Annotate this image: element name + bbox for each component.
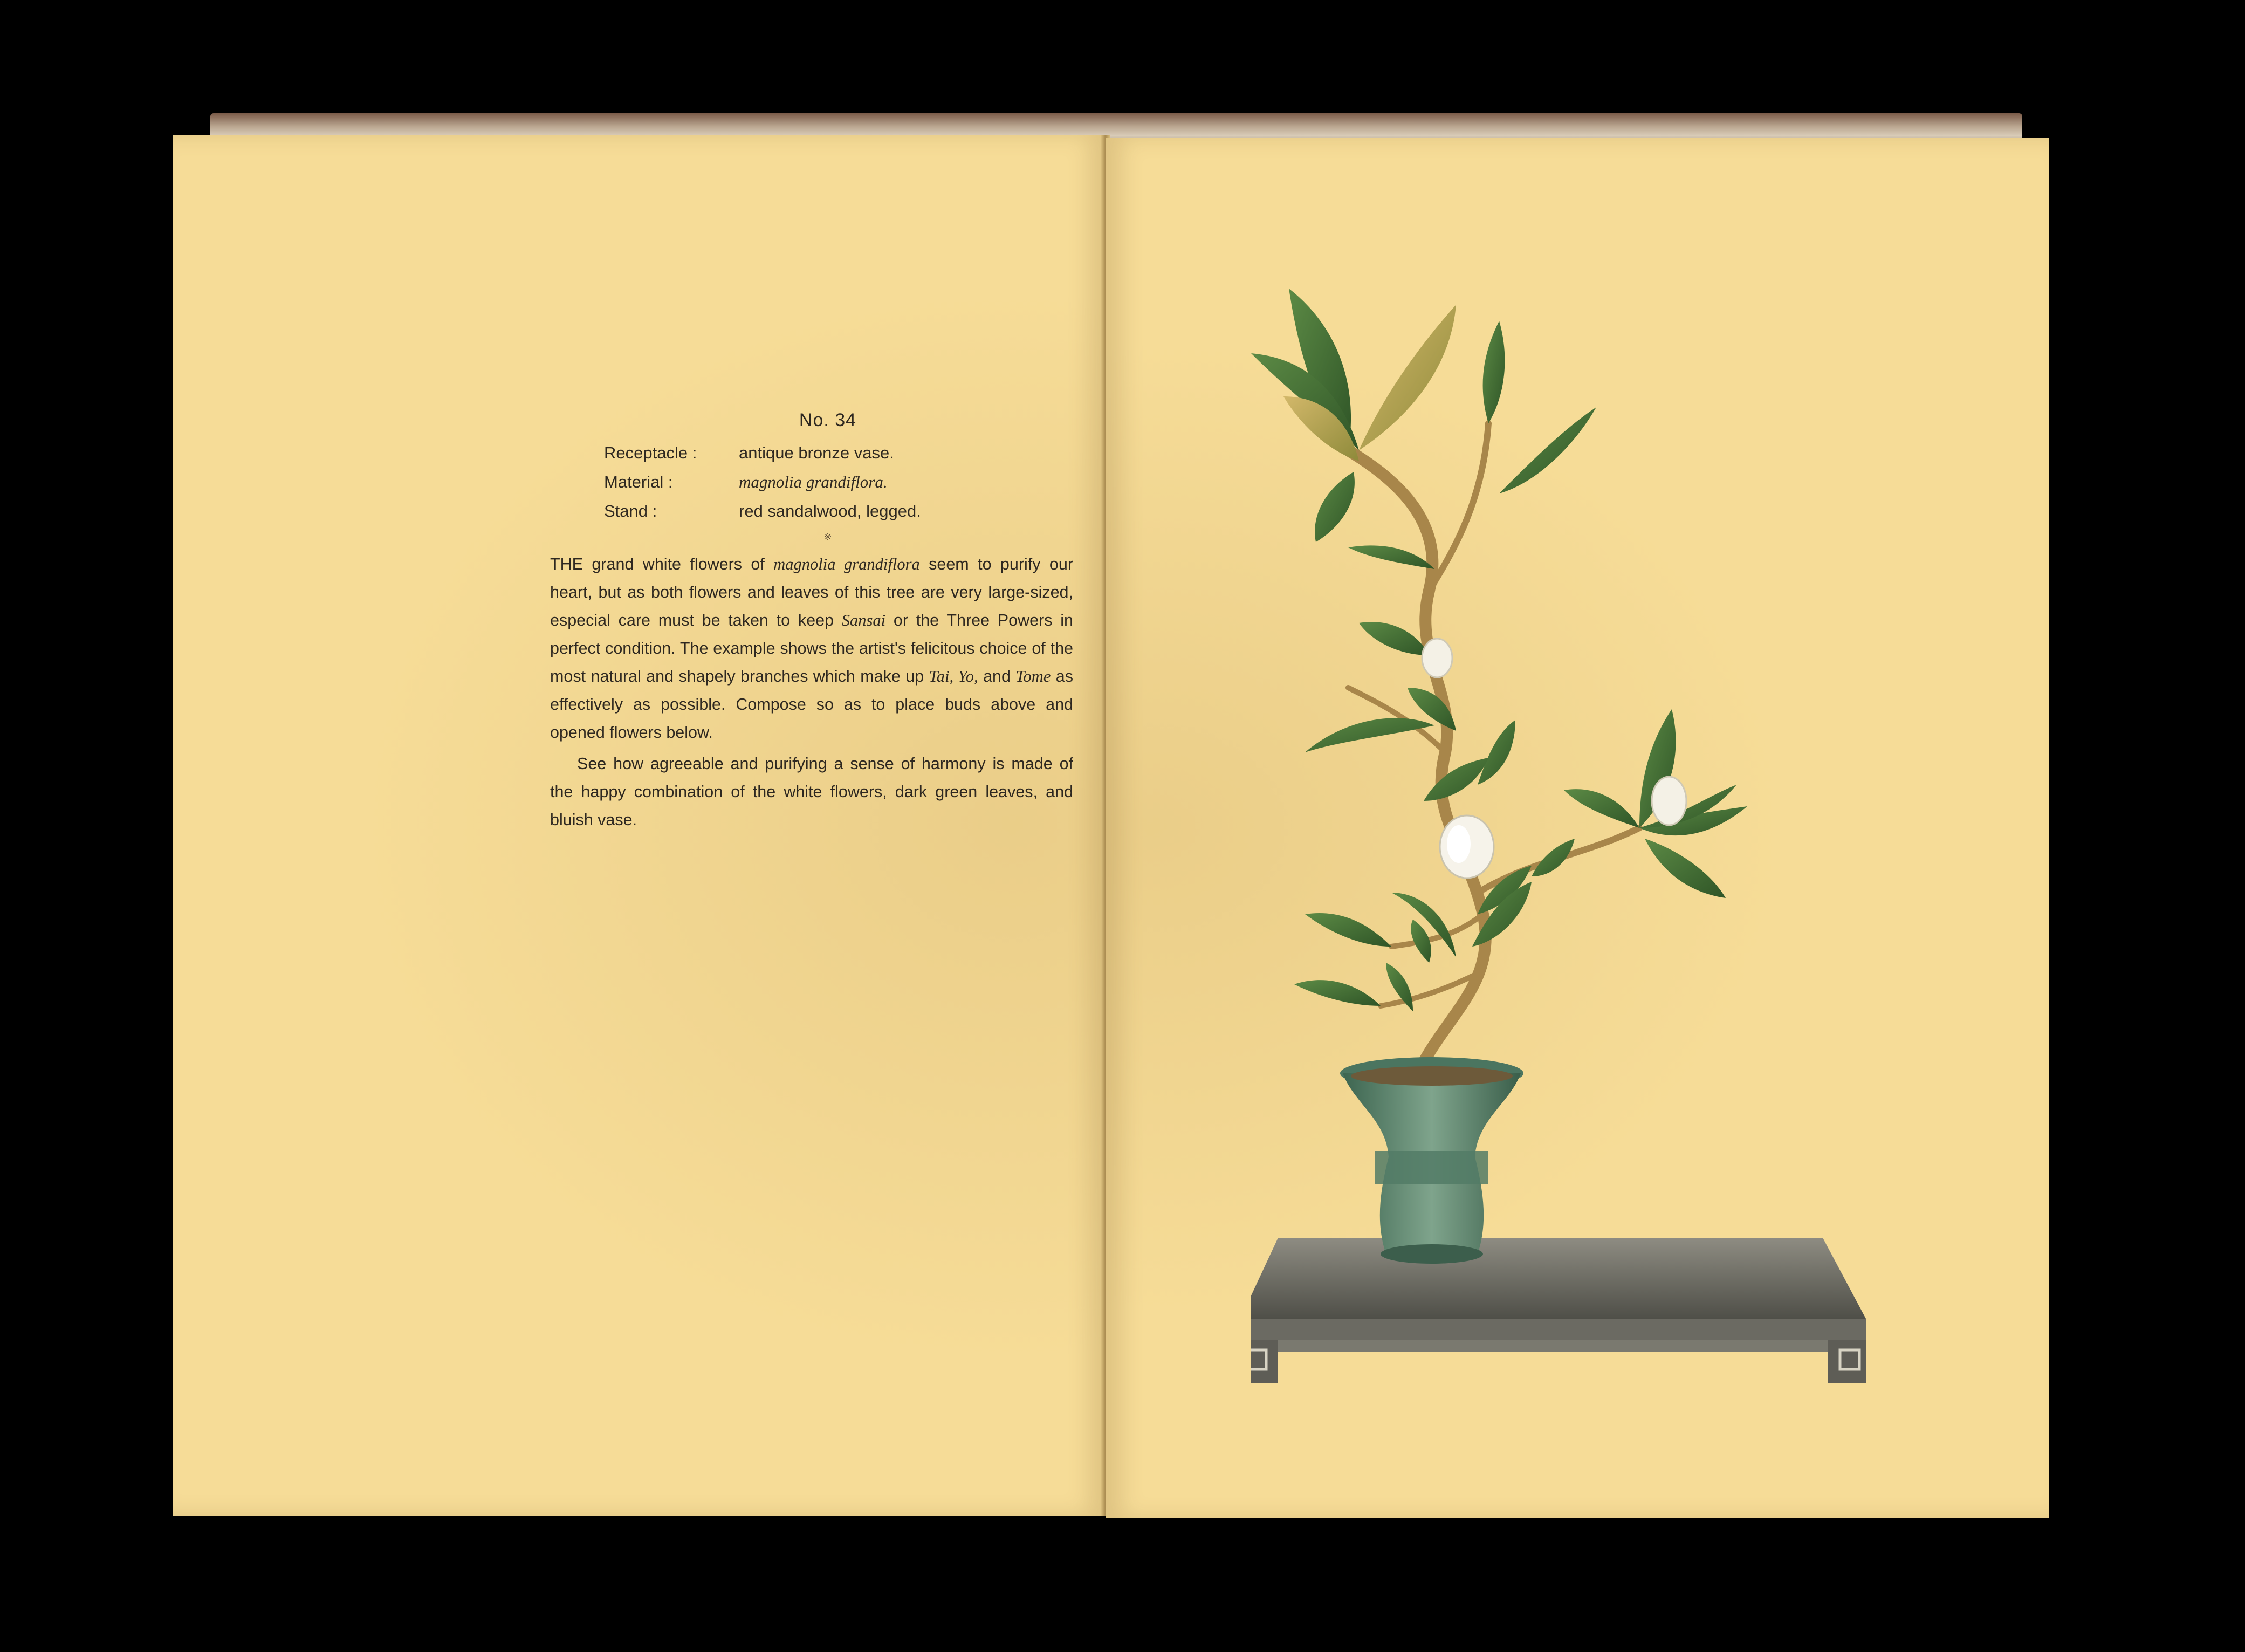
material-label: Material : — [604, 472, 673, 491]
p1-italic-tai-yo: Tai, Yo, — [929, 667, 978, 686]
receptacle-value: antique bronze vase. — [739, 443, 894, 462]
p1-italic-magnolia: magnolia grandiflora — [773, 555, 920, 573]
stand-graphic — [1251, 1238, 1866, 1383]
receptacle-label: Receptacle : — [604, 443, 697, 462]
specification-list — [604, 438, 1073, 526]
plate-number: No. 34 — [799, 410, 857, 430]
stand-value: red sandalwood, legged. — [739, 502, 921, 520]
p1-text-d: and — [978, 667, 1016, 686]
material-value: magnolia grandiflora. — [739, 472, 888, 491]
p1-text-a: THE grand white flowers of — [550, 555, 774, 573]
paragraph-two: See how agreeable and purifying a sense of harmony is made of the happy combination of the white flowers, dark green leaves, and bluish vase. — [550, 755, 1073, 829]
plate-description — [550, 410, 1073, 834]
magnolia-illustration — [1251, 245, 1887, 1400]
p1-italic-tome: Tome — [1015, 667, 1051, 686]
p1-text-e: as effectively as possible. Compose so as to place buds above and opened flowers below. — [550, 667, 1073, 742]
paragraph-one — [550, 550, 1073, 746]
ornament: ※ — [823, 531, 832, 542]
bronze-vase — [1340, 1057, 1523, 1264]
leaves-graphic — [1251, 289, 1747, 1011]
p1-text-c: or the Three Powers in perfect condition. The example shows the artist's felicitous choice of the most natural and shapely branches which make up — [550, 611, 1073, 686]
stand-label: Stand : — [604, 502, 657, 520]
p1-text-b: seem to purify our heart, but as both flowers and leaves of this tree are very large-sized, especial care must be taken to keep — [550, 555, 1073, 629]
left-page — [173, 135, 1106, 1516]
p1-italic-sansai: Sansai — [841, 611, 886, 629]
